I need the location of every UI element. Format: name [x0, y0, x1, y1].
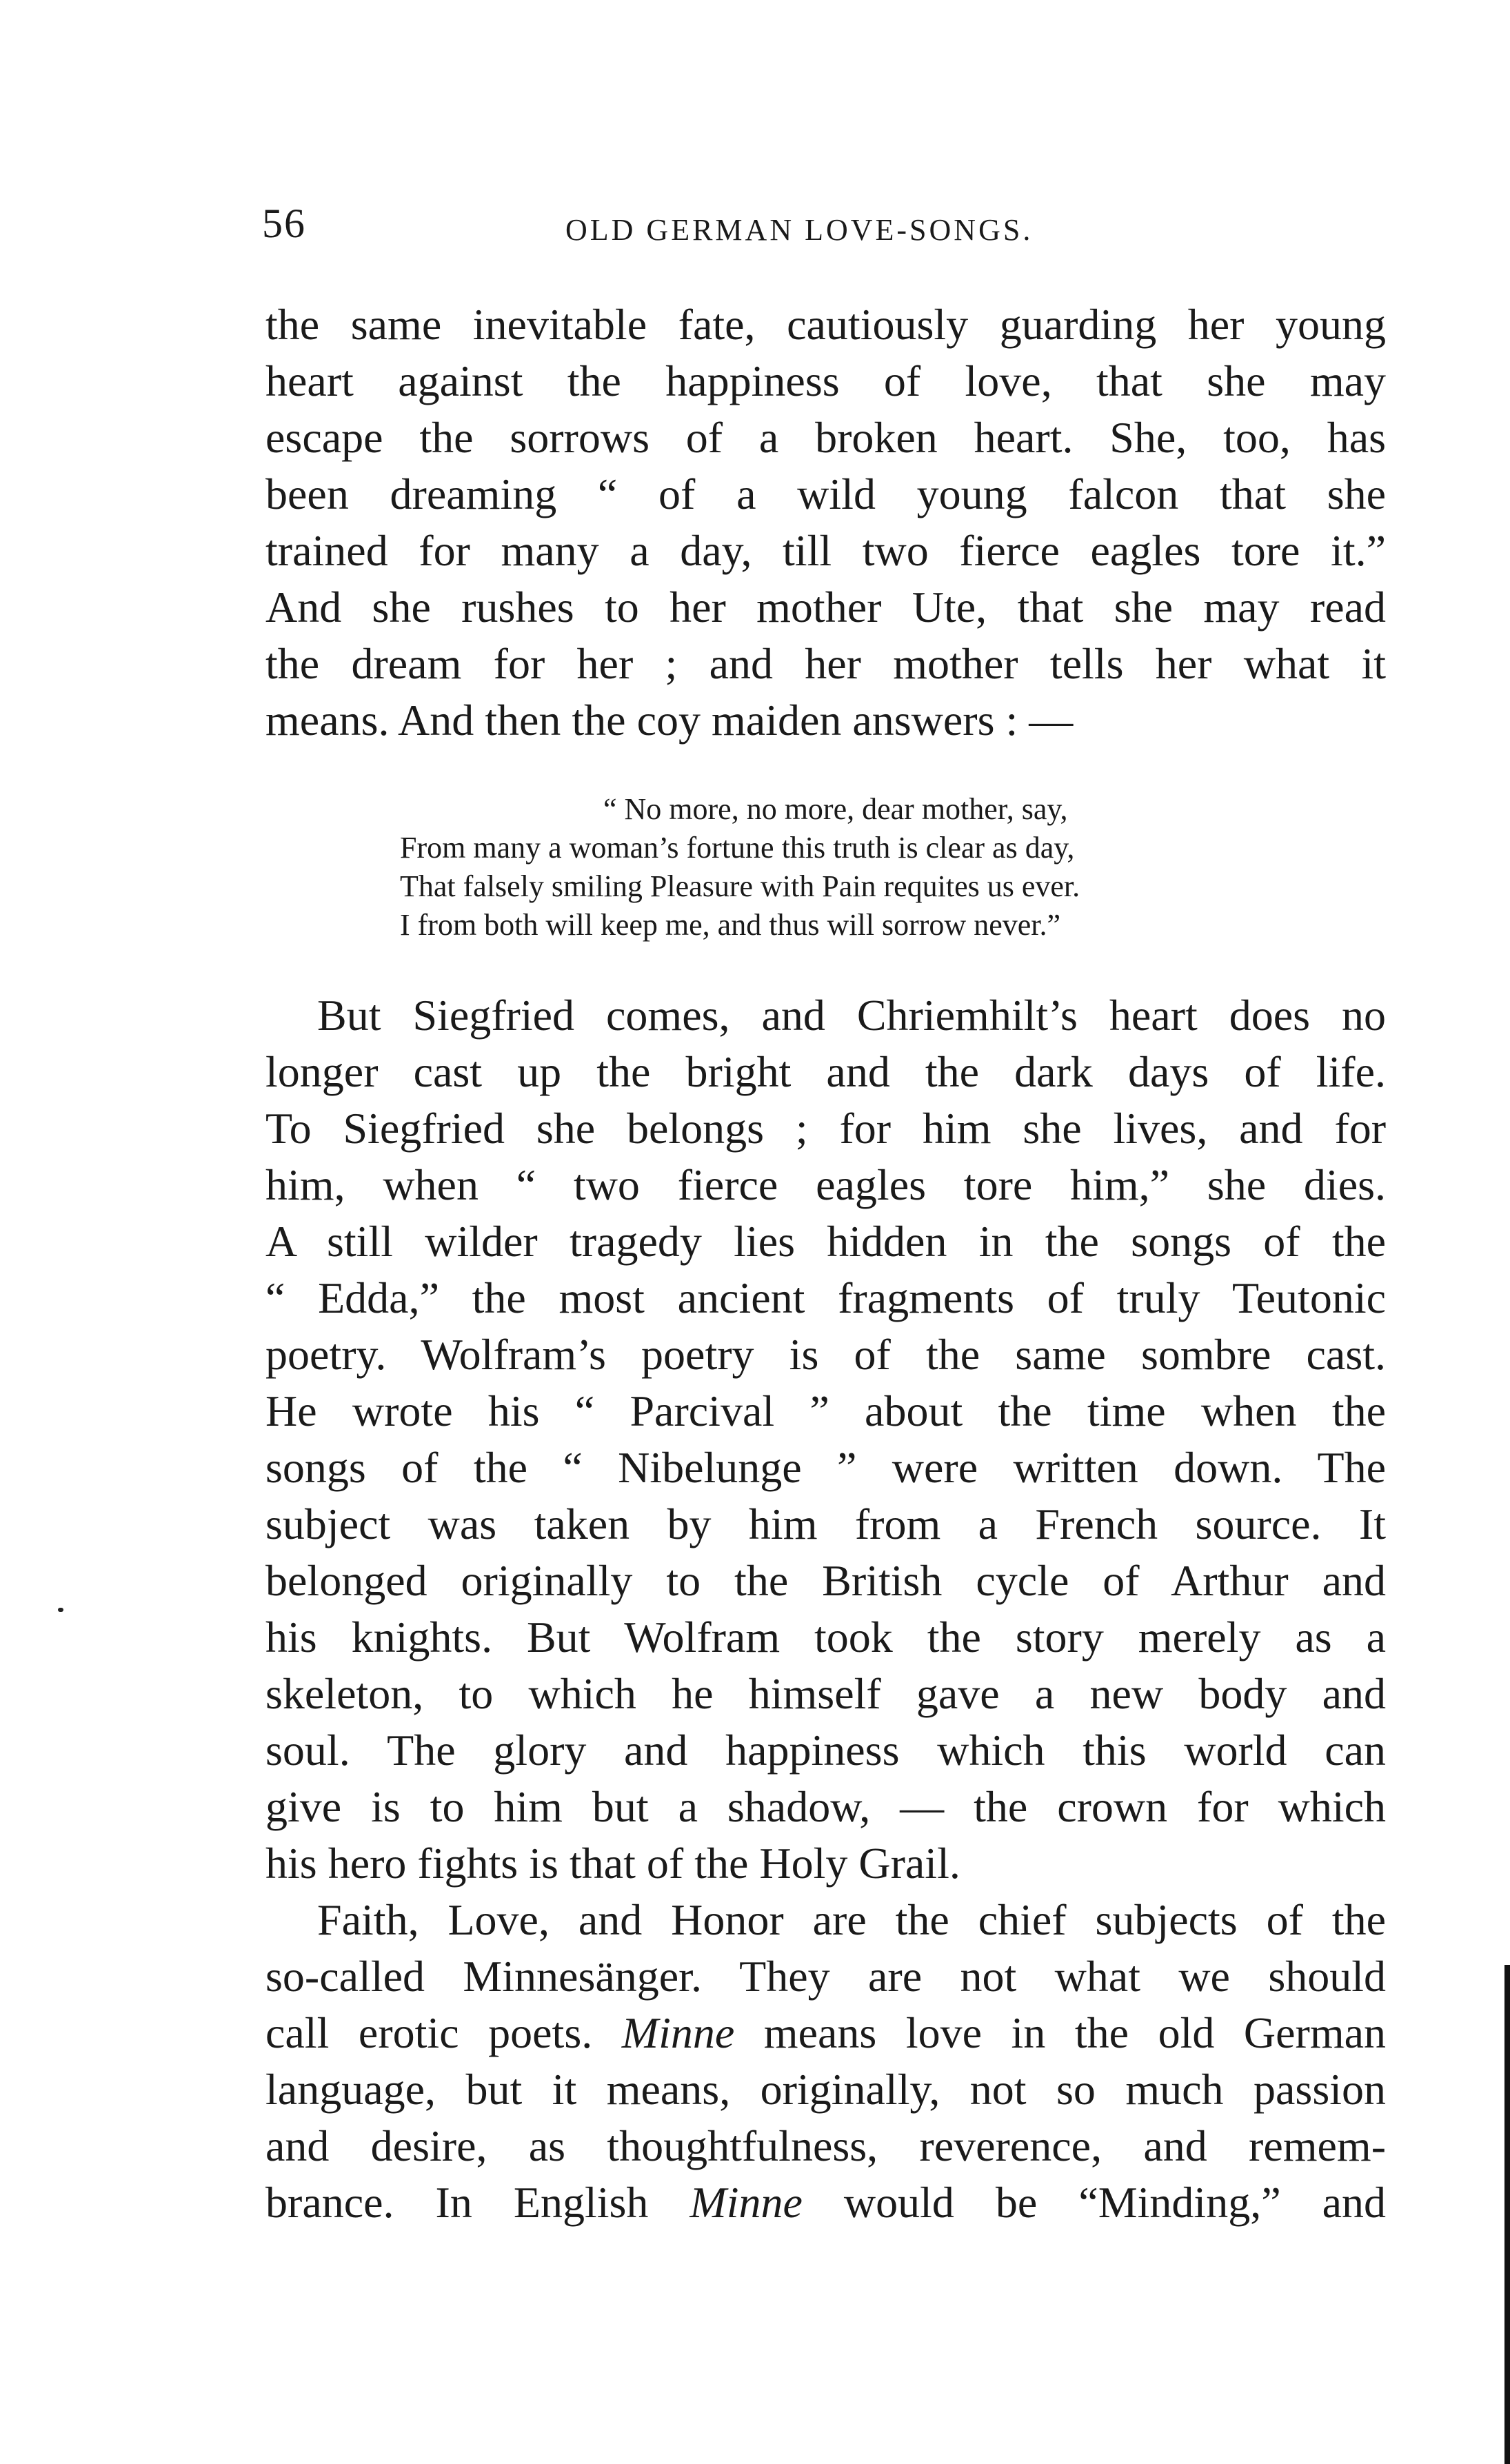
text-line: songs of the “ Nibelunge ” were written down. The	[265, 1443, 1386, 1492]
text-line: the same inevitable fate, cautiously guarding her young	[265, 300, 1386, 349]
verse-line: I from both will keep me, and thus will sorrow never.”	[400, 908, 1061, 942]
paragraph-3	[265, 1892, 1386, 2231]
text-line: Faith, Love, and Honor are the chief subjects of the	[317, 1895, 1386, 1944]
text-line	[265, 2174, 1386, 2231]
verse-line: That falsely smiling Pleasure with Pain requites us ever.	[400, 869, 1080, 903]
page-number: 56	[262, 201, 306, 246]
text-segment: would be “Minding,” and	[802, 2178, 1386, 2227]
text-line: heart against the happiness of love, that she may	[265, 356, 1386, 405]
text-line: give is to him but a shadow, — the crown for which	[265, 1782, 1386, 1831]
verse-line: “ No more, no more, dear mother, say,	[603, 792, 1068, 826]
text-line: longer cast up the bright and the dark days of life.	[265, 1047, 1386, 1096]
italic-term: Minne	[689, 2178, 803, 2227]
page-header	[262, 200, 1386, 262]
text-line: been dreaming “ of a wild young falcon that she	[265, 469, 1386, 518]
italic-term: Minne	[621, 2008, 735, 2057]
text-segment: means love in the old German	[734, 2008, 1386, 2057]
text-line: and desire, as thoughtfulness, reverence, and remem-	[265, 2121, 1386, 2170]
text-line: escape the sorrows of a broken heart. She, too, has	[265, 413, 1386, 462]
text-segment: call erotic poets.	[265, 2008, 622, 2057]
text-line: the dream for her ; and her mother tells her what it	[265, 639, 1386, 688]
text-line: his knights. But Wolfram took the story merely as a	[265, 1613, 1386, 1662]
text-line: But Siegfried comes, and Chriemhilt’s heart does no	[317, 991, 1386, 1040]
verse-line: From many a woman’s fortune this truth is clear as day,	[400, 831, 1075, 865]
text-line: And she rushes to her mother Ute, that she may read	[265, 583, 1386, 632]
body-text	[265, 296, 1386, 2231]
text-line: him, when “ two fierce eagles tore him,” she dies.	[265, 1160, 1386, 1209]
text-line: language, but it means, originally, not so much passion	[265, 2065, 1386, 2114]
ink-speck	[58, 1608, 63, 1612]
text-line: trained for many a day, till two fierce eagles tore it.”	[265, 526, 1386, 575]
text-line: means. And then the coy maiden answers : —	[265, 696, 1074, 745]
text-line: A still wilder tragedy lies hidden in the songs of the	[265, 1217, 1386, 1266]
text-line: poetry. Wolfram’s poetry is of the same sombre cast.	[265, 1330, 1386, 1379]
text-line	[265, 2005, 1386, 2061]
text-line: belonged originally to the British cycle of Arthur and	[265, 1556, 1386, 1605]
page-edge-shadow	[1504, 1965, 1510, 2464]
text-line: To Siegfried she belongs ; for him she lives, and for	[265, 1104, 1386, 1153]
text-line: skeleton, to which he himself gave a new body and	[265, 1669, 1386, 1718]
paragraph-2	[265, 987, 1386, 1892]
text-line: soul. The glory and happiness which this world can	[265, 1726, 1386, 1775]
running-title: OLD GERMAN LOVE-SONGS.	[565, 213, 1034, 247]
text-line: “ Edda,” the most ancient fragments of truly Teutonic	[265, 1273, 1386, 1322]
text-line: so-called Minnesänger. They are not what we should	[265, 1952, 1386, 2001]
text-line: He wrote his “ Parcival ” about the time when the	[265, 1386, 1386, 1435]
text-line: his hero fights is that of the Holy Grail.	[265, 1839, 960, 1888]
paragraph-1	[265, 296, 1386, 749]
verse-quotation	[265, 790, 1386, 945]
text-segment: brance. In English	[265, 2178, 690, 2227]
text-line: subject was taken by him from a French source. It	[265, 1499, 1386, 1548]
